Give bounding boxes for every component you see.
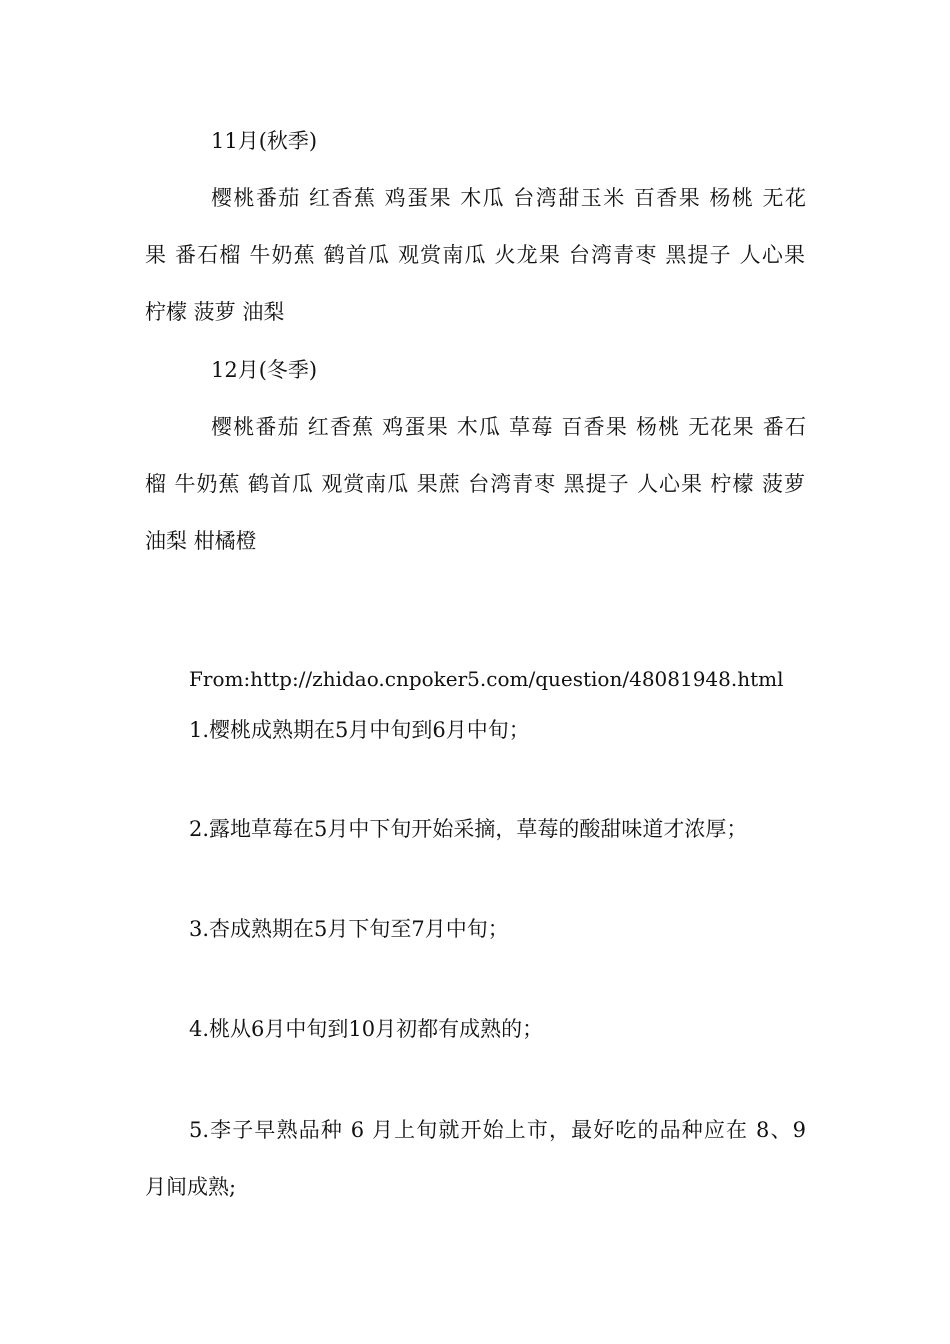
december-fruit-line-1: 樱桃番茄 红香蕉 鸡蛋果 木瓜 草莓 百香果 杨桃 无花果 番石 (211, 415, 806, 439)
november-fruit-line-3: 柠檬 菠萝 油梨 (145, 300, 285, 324)
december-fruit-line-2: 榴 牛奶蕉 鹤首瓜 观赏南瓜 果蔗 台湾青枣 黑提子 人心果 柠檬 菠萝 (145, 472, 805, 496)
december-heading: 12月(冬季) (211, 358, 318, 382)
list-item-5-line-1: 5.李子早熟品种 6 月上旬就开始上市，最好吃的品种应在 8、9 (189, 1118, 806, 1142)
list-item-4: 4.桃从6月中旬到10月初都有成熟的； (189, 1017, 544, 1041)
november-fruit-line-1: 樱桃番茄 红香蕉 鸡蛋果 木瓜 台湾甜玉米 百香果 杨桃 无花 (211, 186, 806, 210)
source-link-text: From:http://zhidao.cnpoker5.com/question/48081948.html (189, 667, 784, 691)
list-item-5-line-2: 月间成熟; (145, 1175, 237, 1199)
list-item-3: 3.杏成熟期在5月下旬至7月中旬； (189, 917, 509, 941)
november-fruit-line-2: 果 番石榴 牛奶蕉 鹤首瓜 观赏南瓜 火龙果 台湾青枣 黑提子 人心果 (145, 243, 805, 267)
november-heading: 11月(秋季) (211, 129, 318, 153)
list-item-1: 1.樱桃成熟期在5月中旬到6月中旬； (189, 718, 530, 742)
list-item-2: 2.露地草莓在5月中下旬开始采摘，草莓的酸甜味道才浓厚； (189, 817, 748, 841)
december-fruit-line-3: 油梨 柑橘橙 (145, 529, 257, 553)
